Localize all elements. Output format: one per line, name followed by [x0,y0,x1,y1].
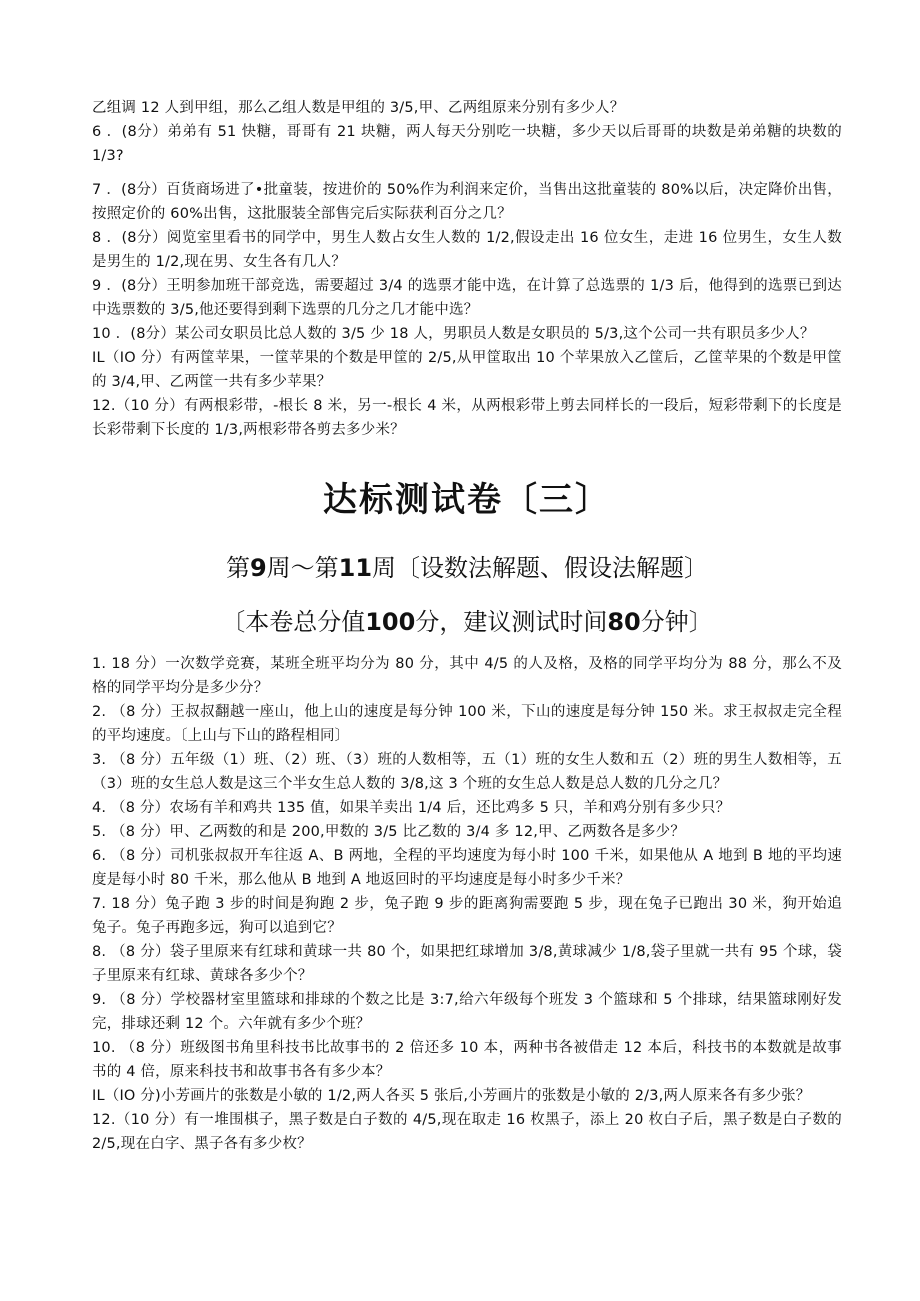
test-scope-subtitle [92,552,842,584]
test-info-subtitle [92,606,842,638]
problem-item: 5. （8 分）甲、乙两数的和是 200,甲数的 3/5 比乙数的 3/4 多 12,甲、乙两数各是多少？ [92,824,686,840]
problem-item: 7. 18 分）兔子跑 3 步的时间是狗跑 2 步，兔子跑 9 步的距离狗需要跑 5 步，现在兔子已跑出 30 米，狗开始追兔子。兔子再跑多远，狗可以追到它？ [92,896,842,936]
problem-item: 乙组调 12 人到甲组，那么乙组人数是甲组的 3/5,甲、乙两组原来分别有多少人？ [92,100,625,116]
problem-item: 12.（10 分）有两根彩带，-根长 8 米，另一-根长 4 米，从两根彩带上剪去同样长的一段后，短彩带剩下的长度是长彩带剩下长度的 1/3,两根彩带各剪去多少米？ [92,398,842,438]
problem-item: 1. 18 分）一次数学竞赛，某班全班平均分为 80 分，其中 4/5 的人及格，及格的同学平均分为 88 分，那么不及格的同学平均分是多少分？ [92,656,842,696]
problem-item: IL（IO 分）有两筐苹果，一筐苹果的个数是甲筐的 2/5,从甲筐取出 10 个苹果放入乙筐后，乙筐苹果的个数是甲筐的 3/4,甲、乙两筐一共有多少苹果？ [92,350,842,390]
subtitle-prefix: 第 [225,554,250,582]
problem-item: 10 ．(8分）某公司女职员比总人数的 3/5 少 18 人，男职员人数是女职员的 5/3,这个公司一共有职员多少人？ [92,326,815,342]
problem-item: IL（IO 分)小芳画片的张数是小敏的 1/2,两人各买 5 张后,小芳画片的张数是小敏的 2/3,两人原来各有多少张？ [92,1088,811,1104]
info-mid: 分，建议测试时间 [415,608,608,636]
problem-item: 12.（10 分）有一堆围棋子，黑子数是白子数的 4/5,现在取走 16 枚黑子，添上 20 枚白子后，黑子数是白子数的 2/5,现在白字、黑子各有多少枚？ [92,1112,842,1152]
info-time: 80 [607,608,641,636]
page-title: 达标测试卷〔三〕 [323,480,611,520]
info-suffix: 分钟〕 [640,608,713,636]
info-prefix: 〔本卷总分值 [221,608,366,636]
subtitle-week-start: 9 [249,554,267,582]
problem-item: 9. （8 分）学校器材室里篮球和排球的个数之比是 3:7,给六年级每个班发 3 个篮球和 5 个排球，结果篮球刚好发完，排球还剩 12 个。六年就有多少个班？ [92,992,842,1032]
problem-item: 6. （8 分）司机张叔叔开车往返 A、B 两地，全程的平均速度为每小时 100 千米，如果他从 A 地到 B 地的平均速度是每小时 80 千米，那么他从 B 地到 A 地返回时的平均速度是每小时多少千米？ [92,848,842,888]
problem-item: 6 ．(8分）弟弟有 51 快糖，哥哥有 21 块糖，两人每天分别吃一块糖，多少天以后哥哥的块数是弟弟糖的块数的 1/3? [92,124,842,164]
problem-item: 8. （8 分）袋子里原来有红球和黄球一共 80 个，如果把红球增加 3/8,黄球减少 1/8,袋子里就一共有 95 个球，袋子里原来有红球、黄球各多少个？ [92,944,842,984]
subtitle-mid: 周〜第 [266,554,339,582]
subtitle-week-end: 11 [338,554,373,582]
problem-item: 10. （8 分）班级图书角里科技书比故事书的 2 倍还多 10 本，两种书各被借走 12 本后，科技书的本数就是故事书的 4 倍，原来科技书和故事书各有多少本？ [92,1040,842,1080]
problem-list-part2 [92,652,842,1156]
problem-list-part1 [92,96,842,442]
problem-item: 3. （8 分）五年级（1）班、（2）班、（3）班的人数相等，五（1）班的女生人数和五（2）班的男生人数相等，五（3）班的女生总人数是这三个半女生总人数的 3/8,这 3 个班的女生总人数是总人数的几分之几？ [92,752,842,792]
problem-item: 4. （8 分）农场有羊和鸡共 135 值，如果羊卖出 1/4 后，还比鸡多 5 只，羊和鸡分别有多少只？ [92,800,731,816]
problem-item: 8 ．(8分）阅览室里看书的同学中，男生人数占女生人数的 1/2,假设走出 16 位女生，走进 16 位男生，女生人数是男生的 1/2,现在男、女生各有几人？ [92,230,842,270]
info-score: 100 [365,608,416,636]
problem-item: 7 ．(8分）百货商场进了•批童装，按进价的 50%作为利润来定价，当售出这批童装的 80%以后，决定降价出售，按照定价的 60%出售，这批服装全部售完后实际获利百分之几？ [92,182,842,222]
subtitle-suffix: 周〔设数法解题、假设法解题〕 [372,554,709,582]
problem-item: 9 ．(8分）王明参加班干部竞选，需要超过 3/4 的选票才能中选，在计算了总选票的 1/3 后，他得到的选票已到达中选票数的 3/5,他还要得到剩下选票的几分之几才能中选？ [92,278,842,318]
problem-item: 2. （8 分）王叔叔翻越一座山，他上山的速度是每分钟 100 米，下山的速度是每分钟 150 米。求王叔叔走完全程的平均速度。〔上山与下山的路程相同〕 [92,704,842,744]
